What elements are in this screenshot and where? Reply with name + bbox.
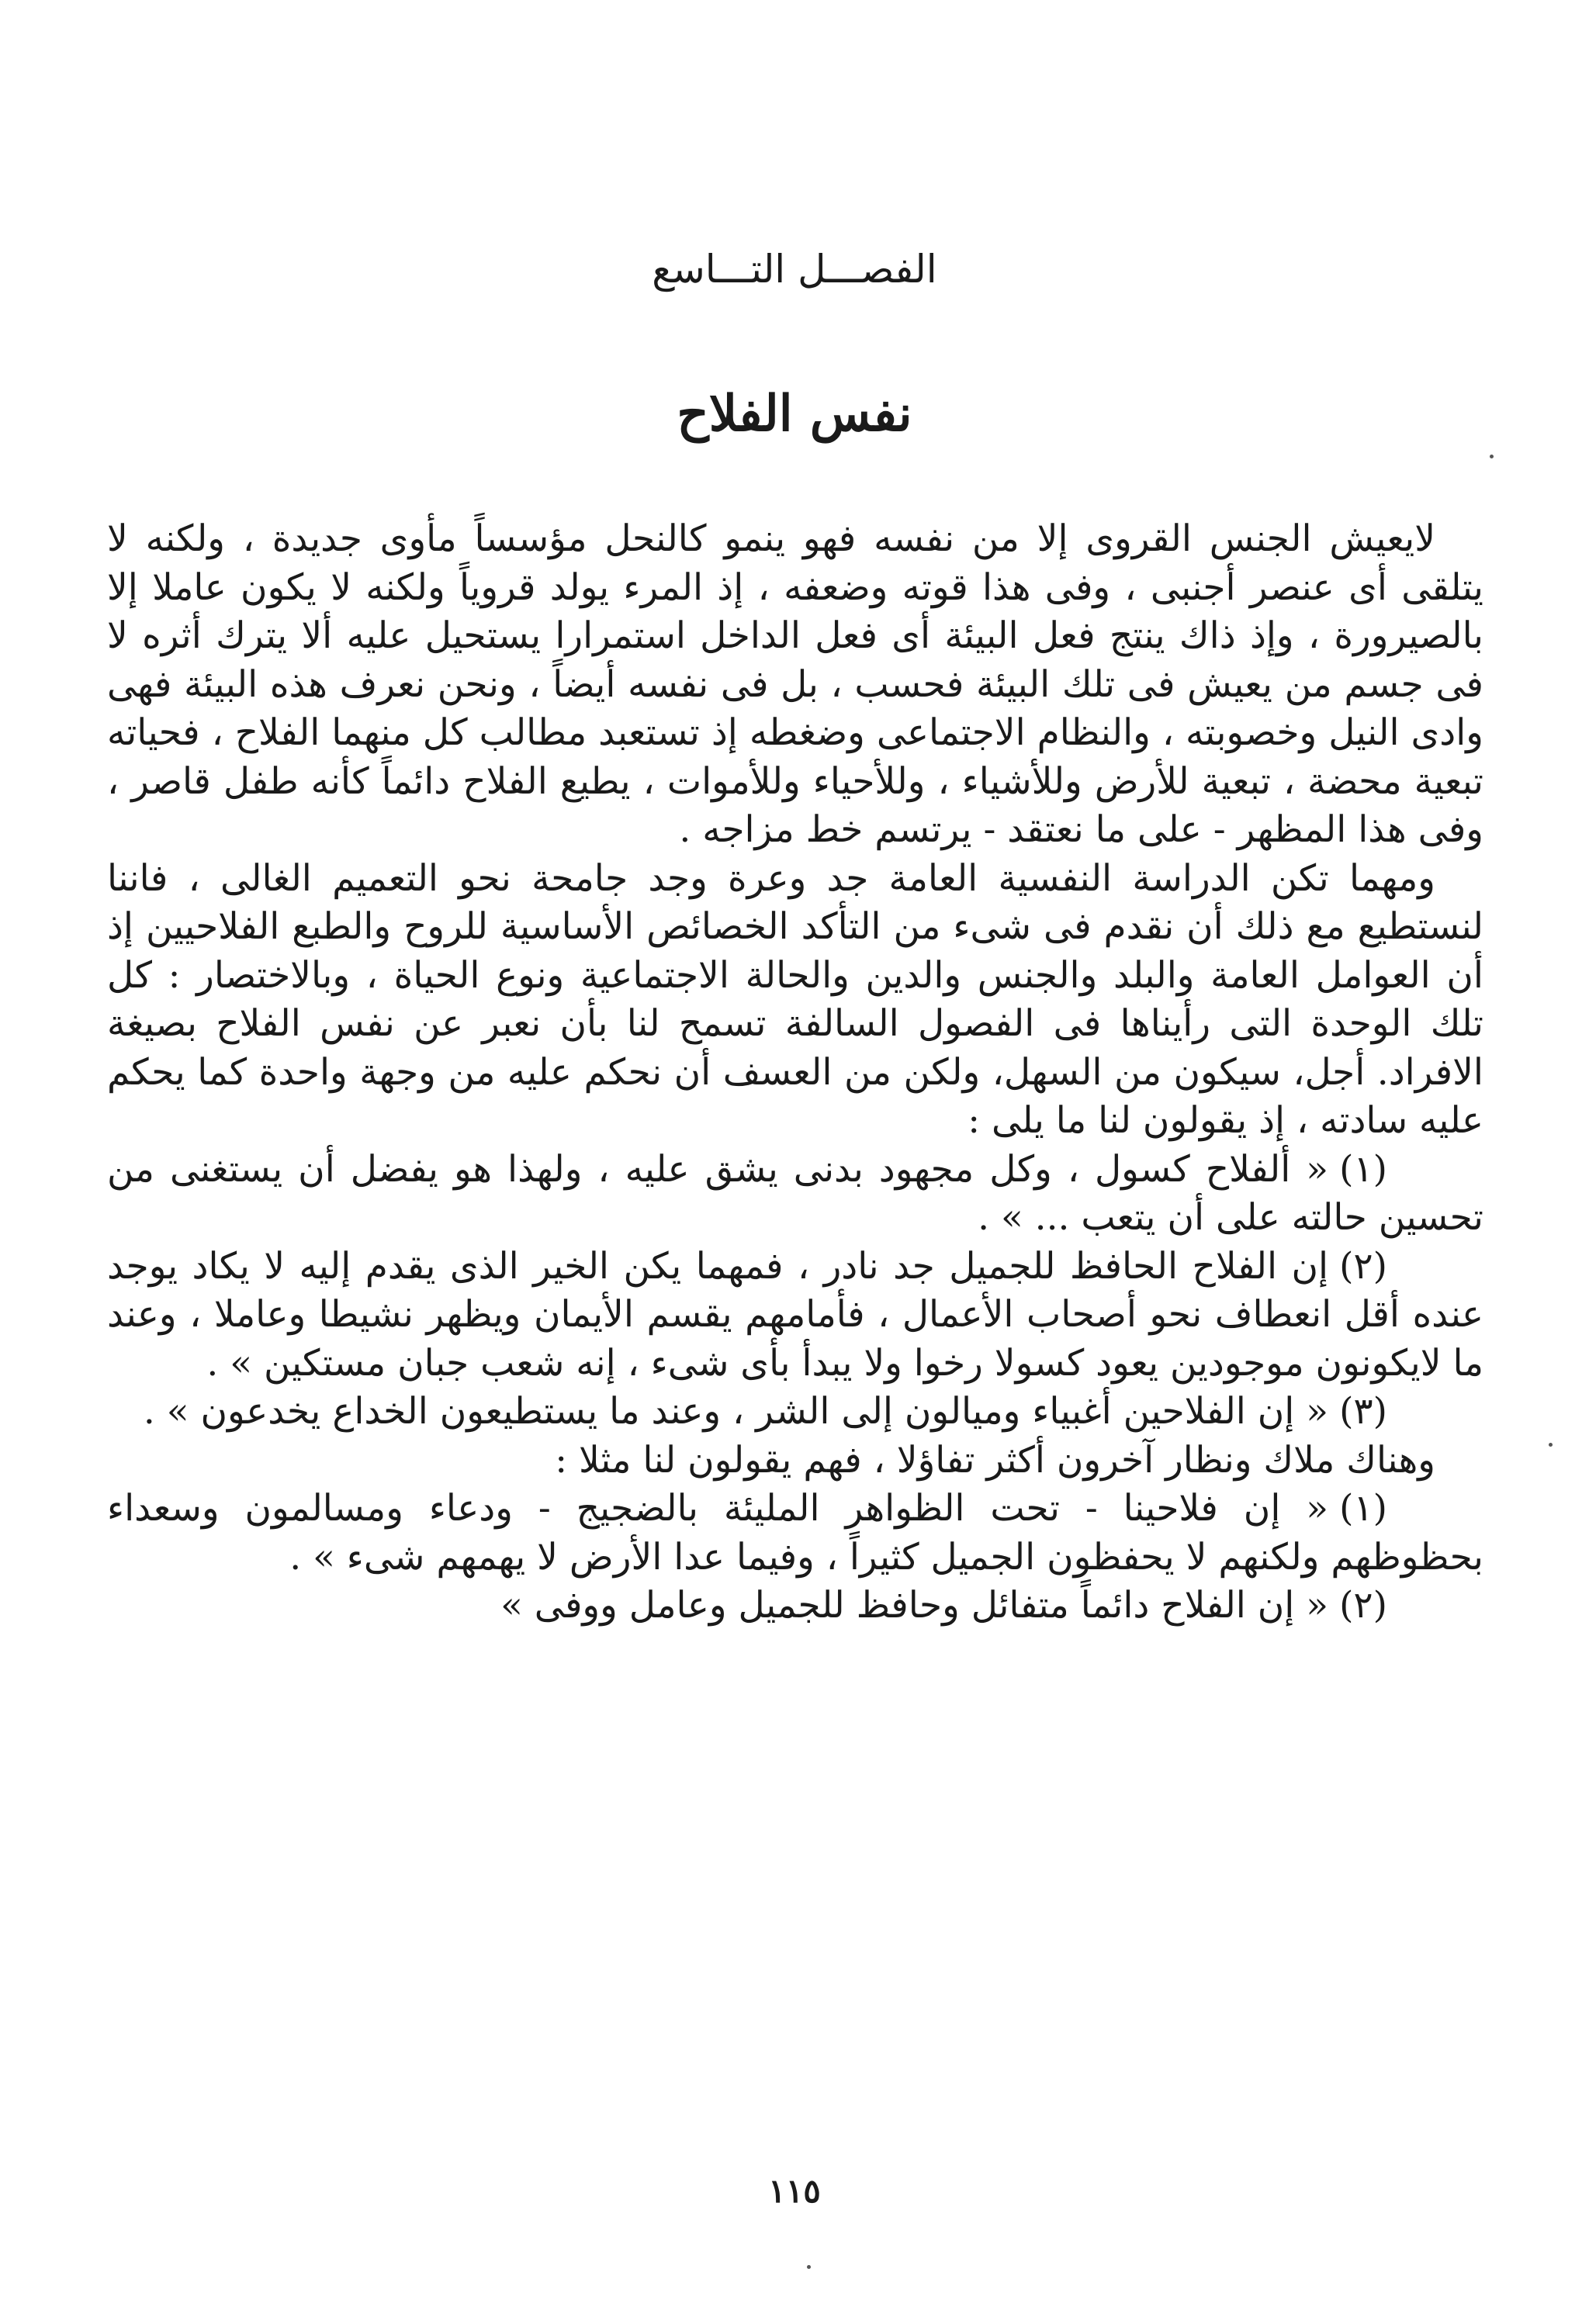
list-item	[107, 1146, 1483, 1243]
list-text: « إن الفلاحين أغبياء وميالون إلى الشر ، وعند ما يستطيعون الخداع يخدعون » .	[143, 1390, 1329, 1433]
chapter-title: نفس الفلاح	[677, 385, 912, 443]
list-text: « إن فلاحينا - تحت الظواهر المليئة بالضجيج - ودعاء ومسالمون وسعداء بحظوظهم ولكنهم لا يحفظون الجميل كثيراً ، وفيما عدا الأرض لا يهمهم شىء » .	[107, 1487, 1483, 1579]
list-item	[107, 1243, 1483, 1389]
paragraph-2: ومهما تكن الدراسة النفسية العامة جد وعرة وجد جامحة نحو التعميم الغالى ، فاننا لنستطيع مع ذلك أن نقدم فى شىء من التأكد الخصائص الأساسية للروح والطبع الفلاحيين إذ أن العوامل العامة والبلد والجنس والدين والحالة الاجتماعية ونوع الحياة ، وبالاختصار : كل تلك الوحدة التى رأيناها فى الفصول السالفة تسمح لنا بأن نعبر عن نفس الفلاح بصيغة الافراد. أجل، سيكون من السهل، ولكن من العسف أن نحكم عليه من وجهة واحدة كما يحكم عليه سادته ، إذ يقولون لنا ما يلى :	[107, 856, 1483, 1142]
list-text: إن الفلاح الحافظ للجميل جد نادر ، فمهما يكن الخير الذى يقدم إليه لا يكاد يوجد عنده أقل انعطاف نحو أصحاب الأعمال ، فأمامهم يقسم الأيمان ويظهر نشيطا وعاملا ، وعند ما لايكونون موجودين يعود كسولا رخوا ولا يبدأ بأى شىء ، إنه شعب جبان مستكين » .	[107, 1244, 1483, 1385]
list-number: (٣)	[1339, 1390, 1387, 1433]
page-number: ١١٥	[768, 2172, 821, 2210]
list-number: (١)	[1339, 1147, 1387, 1191]
list-item	[107, 1582, 1483, 1631]
body-text	[107, 515, 1483, 1631]
scan-speck	[1549, 1443, 1553, 1447]
list-number: (١)	[1339, 1487, 1387, 1530]
list-text: « إن الفلاح دائماً متفائل وحافظ للجميل وعامل ووفى »	[500, 1584, 1329, 1627]
list-item	[107, 1485, 1483, 1582]
chapter-label: الفصـــل التـــاسع	[652, 247, 937, 292]
paragraph-1: لايعيش الجنس القروى إلا من نفسه فهو ينمو كالنحل مؤسساً مأوى جديدة ، ولكنه لا يتلقى أى عنصر أجنبى ، وفى هذا قوته وضعفه ، إذ المرء يولد قروياً ولكنه لا يكون عاملا إلا بالصيرورة ، وإذ ذاك ينتج فعل البيئة أى فعل الداخل استمرارا يستحيل عليه ألا يترك أثره لا فى جسم من يعيش فى تلك البيئة فحسب ، بل فى نفسه أيضاً ، ونحن نعرف هذه البيئة فهى وادى النيل وخصوبته ، والنظام الاجتماعى وضغطه إذ تستعبد مطالب كل منهما الفلاح ، فحياته تبعية محضة ، تبعية للأرض وللأشياء ، وللأحياء وللأموات ، يطيع الفلاح دائماً كأنه طفل قاصر ، وفى هذا المظهر - على ما نعتقد - يرتسم خط مزاجه .	[107, 517, 1483, 851]
transition-paragraph: وهناك ملاك ونظار آخرون أكثر تفاؤلا ، فهم يقولون لنا مثلا :	[555, 1438, 1435, 1482]
list-number: (٢)	[1339, 1584, 1387, 1627]
list-text: « ألفلاح كسول ، وكل مجهود بدنى يشق عليه ، ولهذا هو يفضل أن يستغنى من تحسين حالته على أن يتعب ... » .	[107, 1147, 1483, 1239]
scan-speck	[1490, 455, 1494, 458]
list-item	[107, 1388, 1483, 1437]
list-number: (٢)	[1339, 1244, 1387, 1288]
scan-speck	[807, 2265, 811, 2269]
